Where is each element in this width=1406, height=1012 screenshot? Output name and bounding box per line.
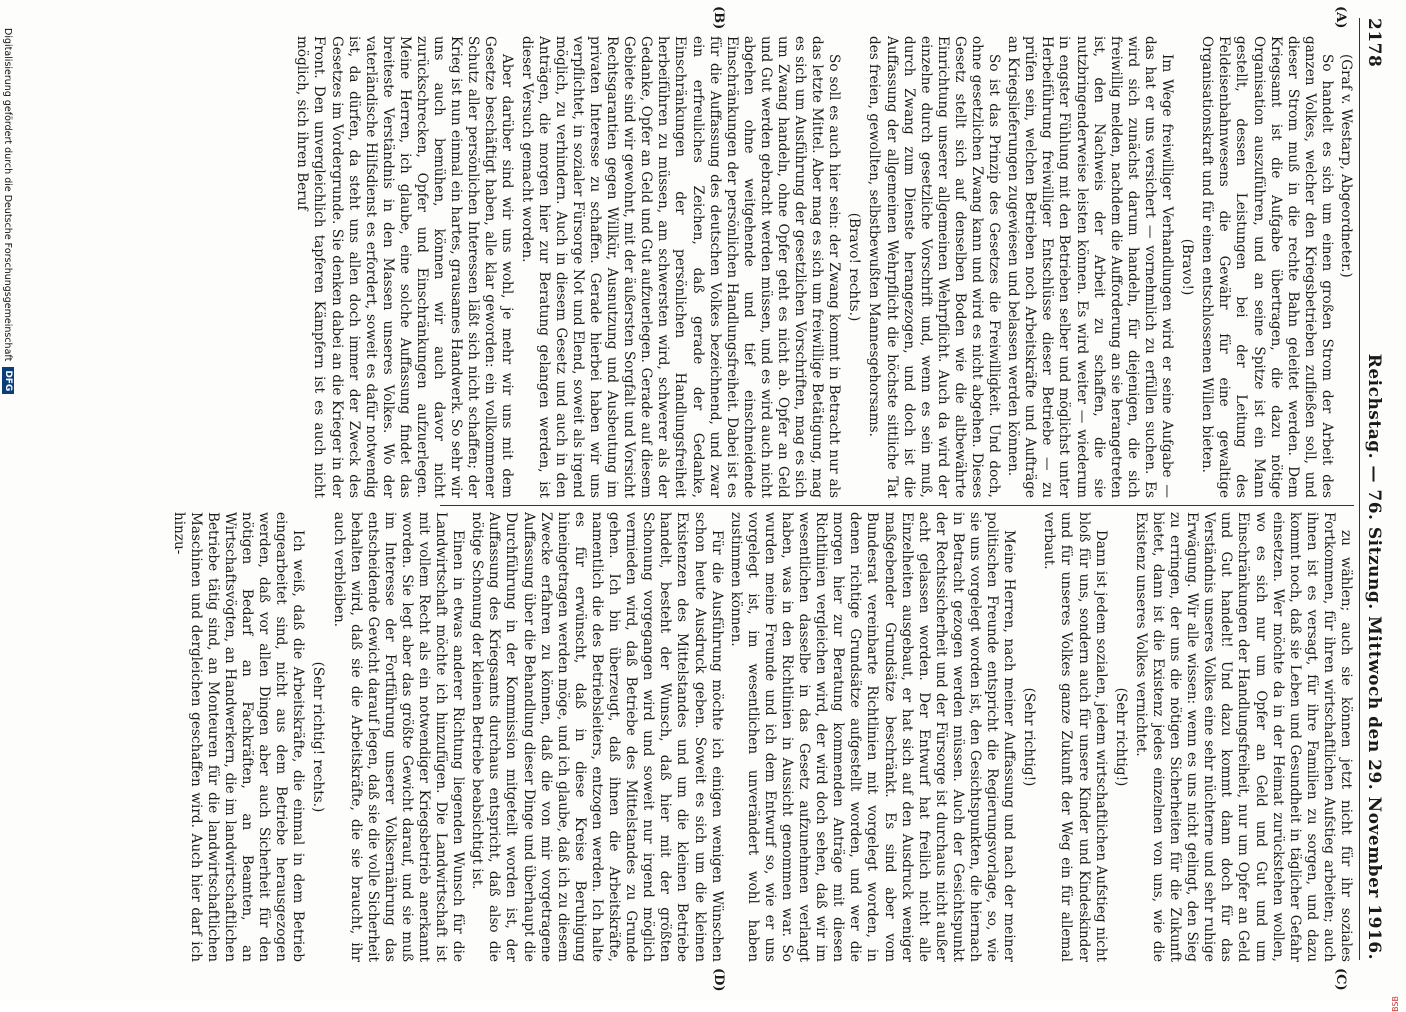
paragraph: Einen in etwas anderer Richtung liegenden Wunsch für die Landwirtschaft möchte ich hinzufügen. Die Landwirtschaft ist mit vollem Recht als ein notwendiger Kriegsbetrieb anerkannt worden. Sie legt aber das größte Gewicht darauf, und sie muß im Interesse der Fortführung unserer Volksernährung das entscheidende Gewicht darauf legen, daß sie die volle Sicherheit behalten wird, daß sie die Arbeitskräfte, die sie braucht, ihr auch verbleiben. (330, 512, 467, 962)
digitization-footer (2, 28, 14, 394)
interjection: (Sehr richtig! rechts.) (310, 661, 327, 813)
interjection: (Sehr richtig!) (1021, 687, 1038, 787)
margin-marker-d: (D) (711, 968, 726, 992)
margin-marker-c: (C) (1333, 968, 1348, 991)
margin-marker-a: (A) (1333, 6, 1348, 29)
paragraph: Im Wege freiwilliger Verhandlungen wird er seine Aufgabe — das hat er uns versichert — vornehmlich zu erfüllen suchen. Es wird sich zunächst darum handeln, für diejenigen, die sich freiwillig melden, nachdem die Aufforderung an sie herangetreten ist, den Nachweis der Arbeit zu schaffen, die sie nutzbringenderweise leisten können. Es wird weiter — wiederum in engster Fühlung mit den Betrieben selber und möglichst unter Herbeiführung freiwilliger Entschlüsse dieser Betriebe — zu prüfen sein, welchen Betrieben noch Arbeitskräfte und Aufträge an Kriegslieferungen zugewiesen und belassen werden können. (1005, 36, 1176, 498)
left-text-column (40, 36, 1354, 498)
paragraph: So handelt es sich um einen großen Strom der Arbeit des ganzen Volkes, welcher den Kriegsbetrieben zufließen soll, und dieser Strom muß in die rechte Bahn geleitet werden. Dem Kriegsamt ist die Aufgabe übertragen, die dazu nötige Organisation auszuführen, und an seine Spitze ist ein Mann gestellt, dessen Leistungen bei der Leitung des Feldeisenbahnwesens die Gewähr für eine gewaltige Organisationskraft und für einen entschlossenen Willen bieten. (1199, 36, 1335, 498)
paragraph: zu wählen; auch sie können jetzt nicht für ihr soziales Fortkommen, für ihren wirtschaftlichen Aufstieg arbeiten; auch ihnen ist es versagt, für ihre Familien zu sorgen, und dazu kommt noch, daß sie Leben und Gesundheit in täglicher Gefahr einsetzen. Wer möchte da in der Heimat zurückstehen wollen, wo es sich nur um Opfer an Geld und Gut und um Einschränkungen der Handlungsfreiheit, nur um Opfer an Geld und Gut handelt! Und dazu kommt dann doch für das Verständnis unseres Volkes eine sehr nüchterne und sehr ruhige Erwägung. Wir alle wissen: wenn es uns nicht gelingt, den Sieg zu erringen, der uns die nötigen Sicherheiten für die Zukunft bietet, dann ist die Existenz jedes einzelnen von uns, wie die Existenz unseres Volkes vernichtet. (1132, 512, 1354, 962)
interjection: (Bravo! rechts.) (846, 212, 863, 322)
page-number: 2178 (1364, 18, 1384, 68)
dfg-logo: DFG (2, 367, 14, 394)
margin-marker-b: (B) (711, 6, 726, 30)
paragraph: (Graf v. Westarp, Abgeordneter.) (1338, 54, 1354, 278)
paragraph: So ist das Prinzip des Gesetzes die Freiwilligkeit. Und doch, ohne gesetzlichen Zwang kann und wird es nicht abgehen. Dieses Gesetz stellt sich auf denselben Boden wie die altbewährte Einrichtung unserer allgemeinen Wehrpflicht. Auch da wird der einzelne durch gesetzliche Vorschrift und, wenn es sein muß, durch Zwang zum Dienste herangezogen, und doch ist die Auffassung der allgemeinen Wehrpflicht die höchste sittliche Tat des freien, gewollten, selbstbewußten Mannesgehorsams. (866, 36, 1003, 498)
paragraph: So soll es auch hier sein: der Zwang kommt in Betracht nur als das letzte Mittel. Aber mag es sich um freiwillige Betätigung, mag es sich um Ausführung der gesetzlichen Vorschriften, mag es sich um Zwang handeln, ohne Opfer geht es nicht ab. Opfer an Geld und Gut werden gebracht werden müssen, und es wird auch nicht abgehen ohne weitgehende und tief einschneidende Einschränkungen der persönlichen Handlungsfreiheit. Dabei ist es für die Auffassung des deutschen Volkes bezeichnend, und zwar ein erfreuliches Zeichen, daß gerade der Gedanke, Einschränkungen der persönlichen Handlungsfreiheit herbeiführen zu müssen, am schwersten wird, schwerer als der Gedanke, Opfer an Geld und Gut aufzuerlegen. Gerade auf diesem Gebiete sind wir gewohnt, mit der äußersten Sorgfalt und Vorsicht Rechtsgarantien gegen Willkür, Ausnutzung und Ausbeutung im privaten Interesse zu schaffen. Gerade hierbei haben wir uns verpflichtet, in sozialer Fürsorge Not und Elend, soweit als irgend möglich, zu verhindern. Auch in diesem Gesetz und auch in den Anträgen, die morgen hier zur Beratung gelangen werden, ist dieser Versuch gemacht worden. (518, 36, 843, 498)
interjection: (Bravo!) (1179, 238, 1196, 296)
paragraph: Meine Herren, nach meiner Auffassung und nach der meiner politischen Freunde entspricht die Regierungsvorlage, so, wie sie uns vorgelegt worden ist, den Gesichtspunkten, die hiernach in Betracht gezogen werden müssen. Auch der Gesichtspunkt der Rechtssicherheit und der Fürsorge ist durchaus nicht außer acht gelassen worden. Der Entwurf hat freilich nicht alle Einzelheiten ausgebaut, er hat sich auf den Ausdruck weniger maßgebender Grundsätze beschränkt. Es sind aber vom Bundesrat vereinbarte Richtlinien mit vorgelegt worden, in denen richtige Grundsätze aufgestellt worden, und wer die morgen hier zur Beratung kommenden Anträge mit diesen Richtlinien vergleichen wird, der wird doch sehen, daß wir im wesentlichen dasselbe in das Gesetz aufzunehmen verlangt haben, was in den Richtlinien in Aussicht genommen war. So wurden meine Freunde und ich dem Entwurf so, wie er uns vorgelegt ist, im wesentlichen unverändert wohl haben zustimmen können. (727, 512, 1018, 962)
paragraph: Ich weiß, daß die Arbeitskräfte, die einmal in dem Betrieb eingearbeitet sind, nicht aus dem Betriebe herausgezogen werden, daß vor allen Dingen aber auch Sicherheit für den nötigen Bedarf an Fachkräften, an Beamten, an Wirtschaftsvögten, an Handwerkern, die im landwirtschaftlichen Betriebe tätig sind, an Monteuren für die landwirtschaftlichen Maschinen und dergleichen geschaffen wird. Auch hier darf ich hinzu- (170, 512, 307, 962)
column-divider (440, 505, 1354, 506)
paragraph: Für die Ausführung möchte ich einigen wenigen Wünschen schon heute Ausdruck geben. Soweit es sich um die kleinen Existenzen des Mittelstandes und um die kleinen Betriebe handelt, besteht der Wunsch, daß hier mit der größten Schonung vorgegangen wird und soweit nur irgend möglich vermieden wird, daß Betriebe des Mittelstandes zu Grunde gehen. Ich bin überzeugt, daß ihnen die Arbeitskräfte, namentlich die des Betriebsleiters, entzogen werden. Ich halte es für erwünscht, daß in diese Kreise Beruhigung hineingetragen werden möge, und ich glaube, daß ich zu diesem Zwecke erfahren zu können, daß die von mir vorgetragene Auffassung über die Behandlung dieser Dinge und überhaupt die Durchführung in der Kommission mitgeteilt worden ist, der Auffassung des Kriegsamts durchaus entspricht, daß also die nötige Schonung der kleinen Betriebe beabsichtigt ist. (469, 512, 725, 962)
paragraph: Dann ist jedem sozialen, jedem wirtschaftlichen Aufstieg nicht bloß für uns, sondern auch für unsere Kinder und Kindeskinder und für unseres Volkes ganze Zukunft der Weg ein für allemal verbaut. (1041, 512, 1109, 962)
paragraph: Aber darüber sind wir uns wohl, je mehr wir uns mit dem Gesetze beschäftigt haben, alle klar geworden: ein vollkommener Schutz aller persönlichen Interessen läßt sich nicht schaffen; der Krieg ist nun einmal ein hartes, grausames Handwerk. So sehr wir uns auch bemühen, können wir auch davor nicht zurückschrecken, Opfer und Einschränkungen aufzuerlegen. Meine Herren, ich glaube, eine solche Auffassung findet das breiteste Verständnis in den Massen unseres Volkes. Wo der vaterländische Hilfsdienst es erfordert, soweit es dafür notwendig ist, da dürfen, da steht uns allen doch immer der Zweck des Gesetzes im Vordergrunde. Sie denken dabei an die Krieger in der Front. Den unvergleichlich tapferen Kämpfern ist es auch nicht möglich, sich ihren Beruf (294, 36, 516, 498)
page-header (1359, 18, 1384, 960)
bsb-watermark: BSB (1391, 996, 1400, 1012)
interjection: (Sehr richtig!) (1112, 687, 1129, 787)
footer-text: Digitalisierung gefördert durch die Deutsche Forschungsgemeinschaft (2, 28, 14, 362)
right-text-column (40, 512, 1354, 962)
page-title: Reichstag. — 76. Sitzung. Mittwoch den 29. November 1916. (1364, 353, 1384, 960)
